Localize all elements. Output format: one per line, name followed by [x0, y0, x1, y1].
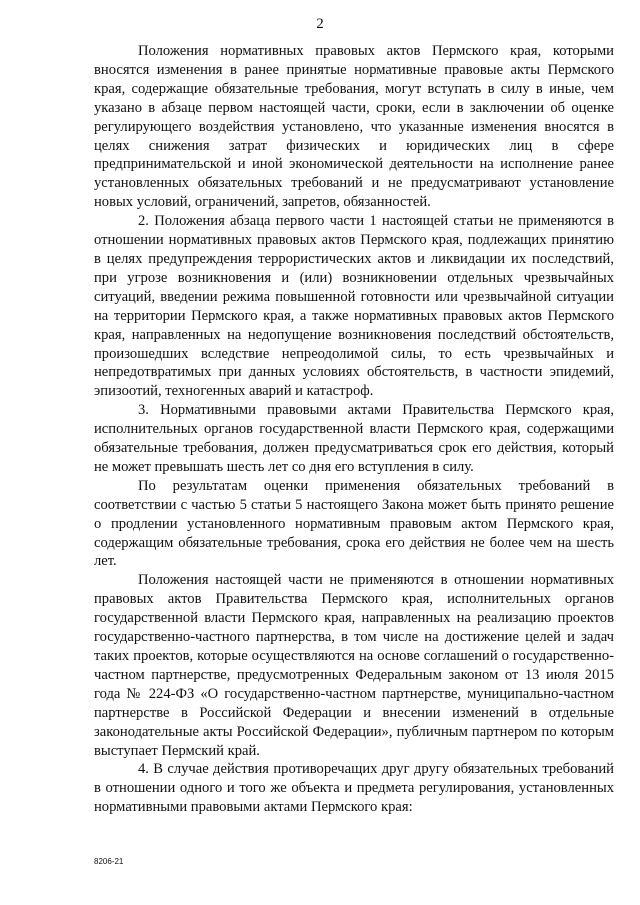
page-number: 2: [316, 16, 324, 32]
paragraph-4: По результатам оценки применения обязательных требований в соответствии с частью 5 статьи 5 настоящего Закона может быть принято решение о продлении установленного нормативным правовым актом Пермского края, содержащим обязательные требования, срока его действия не более чем на шесть лет.: [94, 477, 614, 570]
document-code: 8206-21: [94, 857, 124, 866]
paragraph-5: Положения настоящей части не применяются в отношении нормативных правовых актов Правительства Пермского края, исполнительных органов государственной власти Пермского края, направленных на реализацию проектов государственно-частного партнерства, в том числе на достижение целей и задач таких проектов, которые осуществляются на основе соглашений о государственно-частном партнерстве, предусмотренных Федеральным законом от 13 июля 2015 года № 224-ФЗ «О государственно-частном партнерстве, муниципально-частном партнерстве в Российской Федерации и внесении изменений в отдельные законодательные акты Российской Федерации», публичным партнером по которым выступает Пермский край.: [94, 572, 614, 759]
paragraph-2: 2. Положения абзаца первого части 1 настоящей статьи не применяются в отношении нормативных правовых актов Пермского края, подлежащих принятию в целях предупреждения террористических актов и ликвидации их последствий, при угрозе возникновения и (или) возникновении отдельных чрезвычайных ситуаций, введении режима повышенной готовности или чрезвычайной ситуации на территории Пермского края, а также нормативных правовых актов Пермского края, направленных на недопущение возникновения последствий обстоятельств, произошедших вследствие непреодолимой силы, то есть чрезвычайных и непредотвратимых при данных условиях обстоятельств, в частности эпидемий, эпизоотий, техногенных аварий и катастроф.: [94, 213, 614, 400]
paragraph-1: Положения нормативных правовых актов Пермского края, которыми вносятся изменения в ранее принятые нормативные правовые акты Пермского края, содержащие обязательные требования, могут вступать в силу в иные, чем указано в абзаце первом настоящей части, сроки, если в заключении об оценке регулирующего воздействия установлено, что указанные изменения вносятся в целях снижения затрат физических и юридических лиц в сфере предпринимательской и иной экономической деятельности на исполнение ранее установленных обязательных требований и не предусматривают установление новых условий, ограничений, запретов, обязанностей.: [94, 43, 614, 211]
paragraph-3: 3. Нормативными правовыми актами Правительства Пермского края, исполнительных органов государственной власти Пермского края, содержащими обязательные требования, должен предусматриваться срок его действия, который не может превышать шесть лет со дня его вступления в силу.: [94, 402, 614, 475]
document-body: [94, 42, 614, 817]
paragraph-6: 4. В случае действия противоречащих друг другу обязательных требований в отношении одного и того же объекта и предмета регулирования, установленных нормативными правовыми актами Пермского края:: [94, 761, 614, 816]
